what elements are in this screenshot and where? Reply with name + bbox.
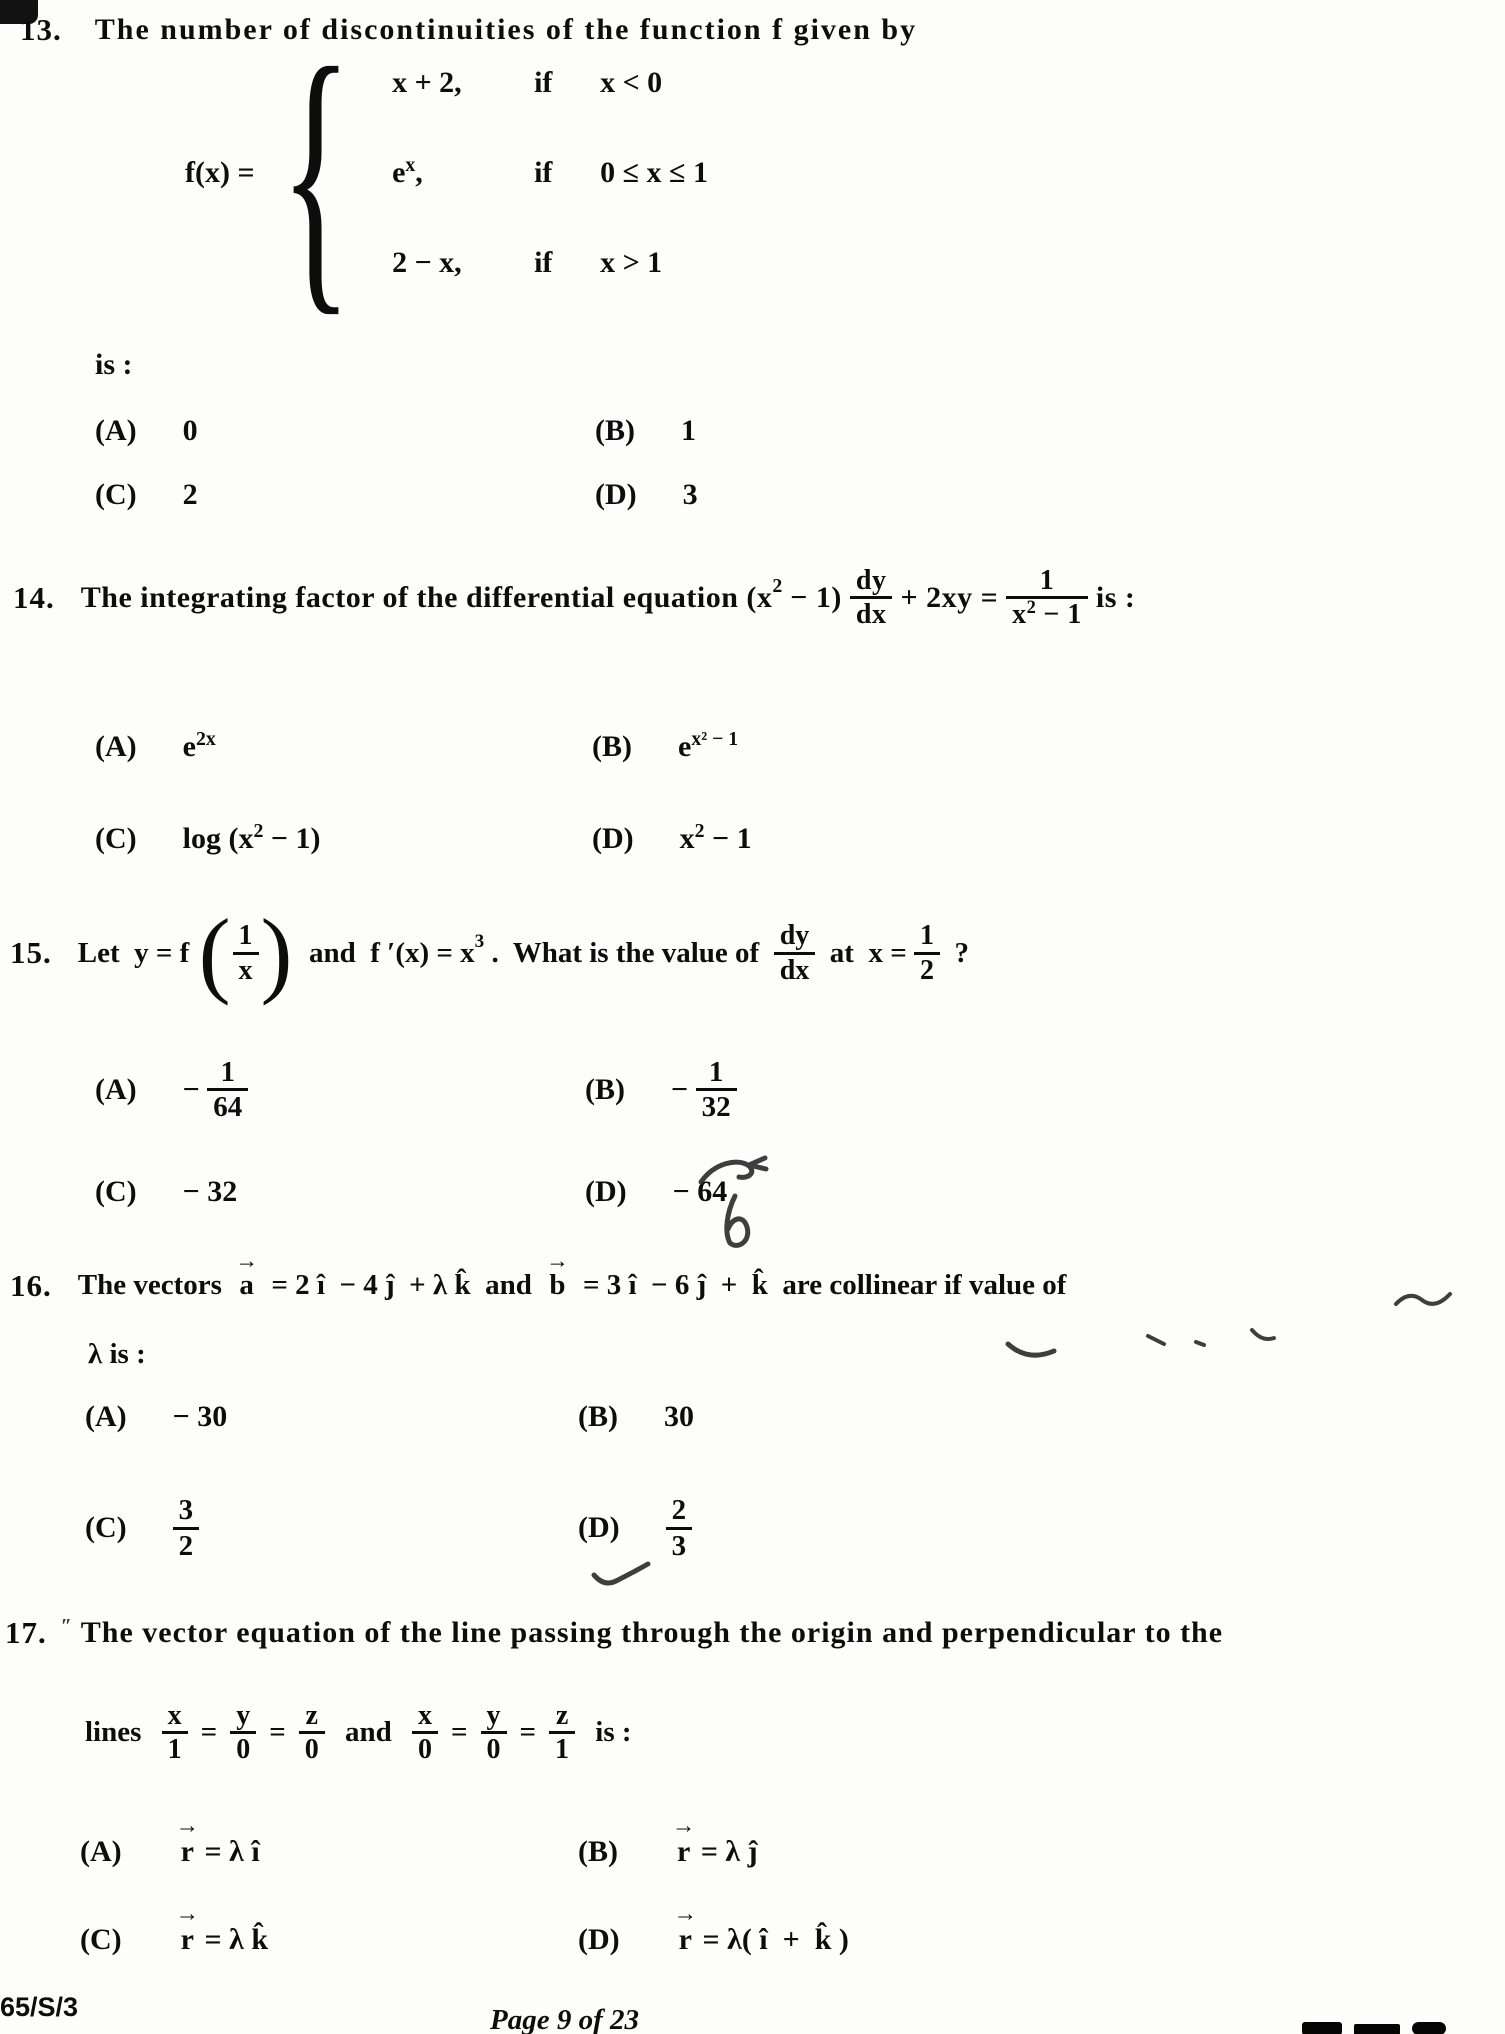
- q14-option-c: [95, 822, 320, 856]
- option-value: − 64: [672, 1175, 728, 1208]
- fraction-denominator: 64: [207, 1088, 248, 1123]
- equals-sign: =: [519, 1716, 537, 1748]
- option-value: [183, 822, 321, 856]
- case-condition: 0 ≤ x ≤ 1: [600, 156, 709, 189]
- fraction-denominator: 2: [173, 1527, 200, 1562]
- equals-sign: =: [269, 1716, 286, 1748]
- fraction-z-0: [299, 1700, 325, 1766]
- option-value: = λ ĵ: [693, 1835, 758, 1868]
- option-label: (C): [95, 478, 137, 511]
- option-label: (B): [595, 414, 635, 447]
- question-17-header: [5, 1615, 1223, 1651]
- fraction: [666, 1494, 693, 1562]
- minus-sign: −: [182, 1072, 208, 1106]
- fraction-numerator: x: [417, 1699, 432, 1731]
- is-label: is :: [588, 1716, 632, 1748]
- question-15: [10, 893, 969, 1013]
- q13-option-a: [95, 414, 198, 448]
- fraction-numerator: z: [305, 1699, 318, 1731]
- equals-sign: =: [450, 1716, 468, 1748]
- case-if: if: [534, 156, 553, 189]
- exp-base: e: [678, 730, 692, 763]
- vector-r: → r: [178, 1923, 197, 1957]
- superscript: 3: [474, 931, 485, 953]
- q14-option-d: [592, 822, 752, 856]
- q17-option-d: [578, 1900, 849, 1980]
- text: log (x: [182, 822, 254, 855]
- exp-base: e: [182, 730, 196, 763]
- option-label: (A): [95, 414, 137, 447]
- q15-option-b: [585, 1042, 737, 1137]
- option-label: (A): [95, 1072, 137, 1106]
- fraction-denominator: 2: [914, 952, 940, 986]
- q15-option-c: [95, 1175, 237, 1209]
- vector-b: → b: [546, 1269, 568, 1302]
- den-superscript: 2: [1026, 596, 1036, 617]
- fraction-numerator: 2: [671, 1494, 687, 1527]
- fraction-denominator: dx: [850, 596, 893, 630]
- option-label: (D): [595, 478, 637, 511]
- question-text: and f ′(x) = x: [294, 936, 475, 969]
- q15-option-a: [95, 1042, 248, 1137]
- fraction-numerator: 1: [1039, 564, 1055, 596]
- fraction-1-2: [914, 920, 940, 986]
- q13-option-c: [95, 478, 198, 512]
- fraction-x-1: [162, 1700, 188, 1766]
- fraction-denominator: 0: [412, 1731, 438, 1765]
- lambda-is-label: λ is :: [88, 1338, 146, 1370]
- den-text: − 1: [1035, 599, 1082, 630]
- option-value: 0: [182, 414, 198, 447]
- fraction-numerator: 3: [178, 1494, 194, 1527]
- question-text: The vector equation of the line passing through the origin and perpendicular to the: [80, 1616, 1224, 1649]
- fraction-numerator: x: [167, 1699, 182, 1731]
- q16-option-c: [85, 1478, 199, 1578]
- option-label: (D): [585, 1175, 627, 1208]
- text: − 1): [263, 822, 321, 855]
- vector-r: → r: [674, 1835, 693, 1869]
- page-number: Page 9 of 23: [490, 2004, 639, 2034]
- fraction-denominator: 0: [481, 1731, 507, 1765]
- fraction-z-1: [549, 1700, 575, 1766]
- cut-off-print-mark: [1412, 2022, 1446, 2034]
- vector-r: → r: [178, 1835, 197, 1869]
- fraction-numerator: 1: [919, 920, 934, 952]
- close-paren: ): [260, 899, 293, 1006]
- vector-b-equation: = 3 î − 6 ĵ + k̂ are collinear if value of: [568, 1269, 1067, 1301]
- vector-a-equation: = 2 î − 4 ĵ + λ k̂ and: [256, 1269, 547, 1301]
- fraction-denominator: 1: [162, 1731, 188, 1765]
- text: x: [679, 822, 695, 855]
- fraction-dy-dx: [774, 920, 816, 986]
- text: − 1: [704, 822, 752, 855]
- option-value: − 30: [172, 1400, 228, 1433]
- exp-base: e: [392, 156, 406, 189]
- cut-off-print-mark: [1302, 2022, 1342, 2034]
- option-label: (C): [85, 1511, 127, 1544]
- option-label: (B): [578, 1400, 618, 1433]
- option-label: (D): [592, 822, 634, 855]
- q17-lines-equation: [85, 1680, 632, 1785]
- fraction-numerator: 1: [708, 1055, 724, 1088]
- is-label: is :: [95, 348, 133, 381]
- fraction-numerator: y: [236, 1699, 251, 1731]
- fraction-denominator: x: [233, 952, 259, 986]
- question-number: 13.: [20, 12, 62, 47]
- option-value: 3: [682, 478, 698, 511]
- option-label: (B): [585, 1072, 625, 1106]
- fraction-denominator: 32: [696, 1088, 737, 1123]
- q13-option-d: [595, 478, 698, 512]
- piecewise-cases: [392, 66, 708, 280]
- question-number: 14.: [13, 579, 55, 615]
- fraction-1-x: [233, 920, 259, 986]
- exp-superscript: x: [405, 154, 416, 177]
- option-value: = λ k̂: [196, 1923, 268, 1956]
- fraction-numerator: y: [486, 1699, 501, 1731]
- fraction-numerator: dy: [779, 920, 810, 952]
- case-condition: x > 1: [600, 246, 663, 279]
- fraction-denominator: 3: [666, 1527, 693, 1562]
- fraction-y-0: [230, 1700, 256, 1766]
- question-number: 17.: [5, 1615, 47, 1650]
- option-value: 2: [182, 478, 198, 511]
- q17-option-b: [578, 1812, 758, 1892]
- fraction-denominator: dx: [774, 952, 816, 986]
- question-13-header: [20, 12, 917, 48]
- fraction-x-0: [412, 1700, 438, 1766]
- question-number: 16.: [10, 1267, 52, 1303]
- q16-option-b: [578, 1400, 694, 1434]
- question-text: . What is the value of: [484, 936, 774, 969]
- fraction: [207, 1056, 248, 1124]
- question-text: The number of discontinuities of the function f given by: [94, 13, 918, 46]
- question-text: − 1): [782, 580, 850, 614]
- option-value: = λ( î + k̂ ): [694, 1923, 849, 1956]
- question-text: ?: [939, 936, 969, 969]
- case-expression: [392, 156, 534, 190]
- fraction-denominator: 0: [230, 1731, 256, 1765]
- handwritten-mark: [695, 1150, 785, 1255]
- handwritten-check-mark: [590, 1555, 654, 1589]
- q16-option-a: [85, 1400, 227, 1434]
- case-if: if: [534, 246, 553, 279]
- question-16: [10, 1248, 1066, 1323]
- fraction-rhs: [1006, 565, 1088, 631]
- case-condition: x < 0: [600, 66, 663, 99]
- question-14: [13, 540, 1135, 655]
- open-paren: (: [198, 899, 231, 1006]
- fraction-numerator: 1: [220, 1055, 236, 1088]
- option-value: [680, 822, 752, 856]
- vector-r: → r: [676, 1923, 695, 1957]
- superscript: 2: [253, 820, 264, 843]
- option-label: (C): [95, 822, 137, 855]
- fraction-numerator: dy: [855, 564, 887, 596]
- den-text: x: [1012, 599, 1027, 630]
- q17-option-a: [80, 1812, 260, 1892]
- fraction-denominator: [1006, 596, 1088, 630]
- q14-option-a: [95, 730, 216, 764]
- and-word: and: [337, 1716, 399, 1748]
- equals-sign: =: [200, 1716, 218, 1748]
- option-value: − 32: [182, 1175, 238, 1208]
- fraction-denominator: 1: [549, 1731, 575, 1765]
- option-label: (B): [578, 1835, 618, 1868]
- comma: ,: [415, 156, 423, 189]
- option-value: = λ î: [196, 1835, 260, 1868]
- curly-brace: {: [280, 6, 353, 339]
- lines-word: lines: [85, 1716, 149, 1748]
- is-label: is :: [1087, 580, 1136, 614]
- question-text: The integrating factor of the differential equation (x: [80, 580, 773, 614]
- q13-option-b: [595, 414, 696, 448]
- question-number: 15.: [10, 935, 52, 970]
- question-text: Let y = f: [77, 936, 197, 969]
- fraction: [173, 1494, 200, 1562]
- option-label: (B): [592, 730, 632, 763]
- cut-off-print-mark: [1354, 2024, 1400, 2034]
- question-text: The vectors: [77, 1269, 237, 1301]
- handwritten-tilde-mark: [1392, 1282, 1456, 1314]
- exp-superscript: x² − 1: [691, 728, 739, 751]
- option-label: (A): [80, 1835, 122, 1868]
- fraction-numerator: z: [555, 1699, 569, 1731]
- fraction-denominator: 0: [299, 1731, 325, 1765]
- superscript: 2: [772, 575, 783, 598]
- paper-code: 65/S/3: [0, 1992, 79, 2022]
- minus-sign: −: [671, 1072, 696, 1106]
- question-text: at x =: [815, 936, 914, 969]
- option-value: [678, 730, 738, 764]
- fraction: [696, 1056, 737, 1124]
- q14-option-b: [592, 730, 738, 764]
- fraction-numerator: 1: [238, 920, 253, 952]
- option-label: (C): [95, 1175, 137, 1208]
- option-value: [183, 730, 216, 764]
- option-value: 30: [664, 1400, 694, 1433]
- case-expression: 2 − x,: [392, 246, 462, 279]
- option-label: (D): [578, 1923, 620, 1956]
- option-label: (A): [85, 1400, 127, 1433]
- option-label: (A): [95, 730, 137, 763]
- option-value: 1: [681, 414, 696, 447]
- fraction-dy-dx: [850, 565, 893, 631]
- superscript: 2: [694, 820, 705, 843]
- option-label: (C): [80, 1923, 122, 1956]
- case-expression: x + 2,: [392, 66, 462, 99]
- option-label: (D): [578, 1511, 620, 1544]
- fraction-y-0: [481, 1700, 507, 1766]
- handwritten-underline-marks: [1000, 1316, 1300, 1368]
- stray-quote-mark: ″: [60, 1614, 73, 1637]
- exp-superscript: 2x: [195, 728, 216, 751]
- question-text: + 2xy =: [892, 580, 1007, 614]
- q17-option-c: [80, 1900, 268, 1980]
- fx-label: f(x) =: [185, 156, 263, 189]
- case-if: if: [534, 66, 553, 99]
- vector-a: → a: [236, 1269, 257, 1302]
